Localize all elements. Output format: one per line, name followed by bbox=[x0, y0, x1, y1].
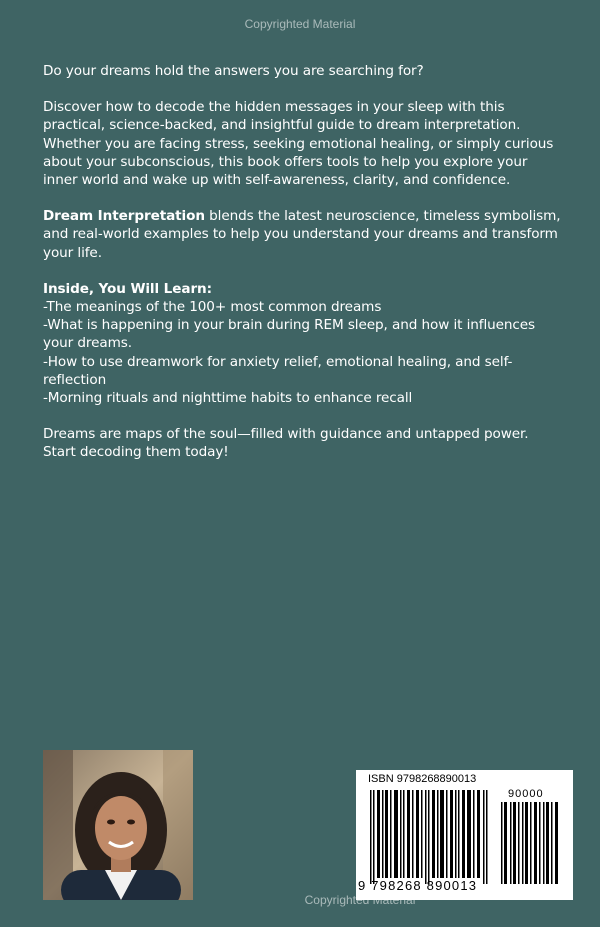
list-item: -Morning rituals and nighttime habits to enhance recall bbox=[43, 390, 413, 407]
learn-list bbox=[43, 298, 563, 407]
author-photo bbox=[43, 750, 193, 900]
watermark-top: Copyrighted Material bbox=[244, 17, 356, 31]
book-title-inline: Dream Interpretation bbox=[43, 208, 205, 225]
summary-paragraph bbox=[43, 207, 563, 262]
isbn-label: ISBN 9798268890013 bbox=[368, 773, 477, 785]
description-paragraph: Discover how to decode the hidden messages in your sleep with this practical, science-backed, and insightful guide to dream interpretation. Whether you are facing stress, seeking emotional healing, or simply curious about your subconscious, this book offers tools to help you explore your inner world and wake up with self-awareness, clarity, and confidence. bbox=[43, 99, 554, 189]
learn-heading: Inside, You Will Learn: bbox=[43, 280, 212, 297]
list-item: -What is happening in your brain during REM sleep, and how it influences your dreams. bbox=[43, 317, 536, 352]
learn-section bbox=[43, 280, 563, 407]
price-addon-number: 90000 bbox=[508, 788, 544, 800]
list-item: -How to use dreamwork for anxiety relief, emotional healing, and self-reflection bbox=[43, 353, 513, 388]
summary-text: blends the latest neuroscience, timeless symbolism, and real-world examples to help you understand your dreams and transform your life. bbox=[43, 208, 561, 261]
list-item: -The meanings of the 100+ most common dreams bbox=[43, 299, 382, 316]
intro-question: Do your dreams hold the answers you are searching for? bbox=[43, 63, 424, 79]
back-cover-text bbox=[43, 62, 563, 480]
ean-digits: 9 798268 890013 bbox=[358, 878, 478, 893]
author-portrait-image bbox=[43, 750, 193, 900]
addon-barcode-bars bbox=[501, 802, 559, 884]
ean-barcode-bars bbox=[370, 790, 488, 884]
watermark-bottom: Copyrighted Material bbox=[304, 893, 416, 907]
closing-paragraph: Dreams are maps of the soul—filled with guidance and untapped power. Start decoding them today! bbox=[43, 426, 529, 461]
isbn-barcode bbox=[356, 770, 573, 900]
